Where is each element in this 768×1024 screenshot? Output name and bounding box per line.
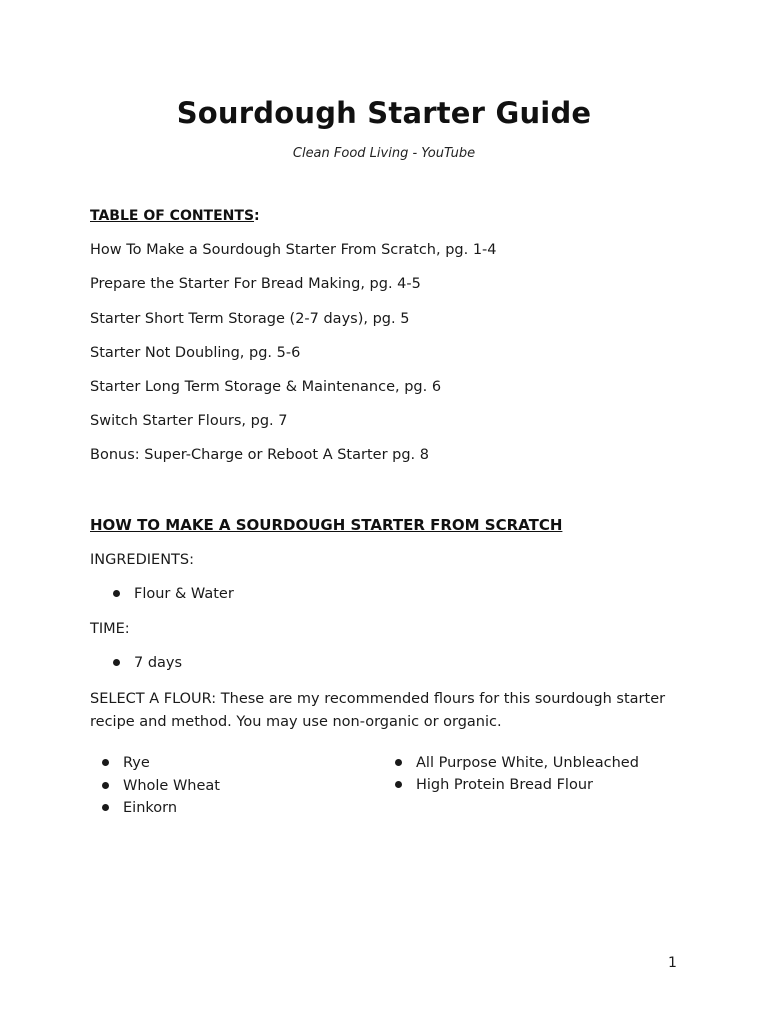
time-label: TIME: bbox=[90, 621, 130, 637]
toc-item: Starter Not Doubling, pg. 5-6 bbox=[90, 345, 301, 361]
bullet-icon bbox=[102, 759, 109, 766]
ingredient-bullet-item bbox=[113, 586, 234, 602]
bullet-icon bbox=[395, 781, 402, 788]
flour-name: Einkorn bbox=[123, 800, 178, 816]
toc-item: Starter Long Term Storage & Maintenance, pg. 6 bbox=[90, 379, 442, 395]
page-number: 1 bbox=[668, 955, 677, 971]
document-title: Sourdough Starter Guide bbox=[176, 96, 592, 130]
flour-name: All Purpose White, Unbleached bbox=[416, 755, 639, 771]
flour-list-item bbox=[395, 755, 639, 771]
toc-item: How To Make a Sourdough Starter From Scratch, pg. 1-4 bbox=[90, 242, 497, 258]
document-subtitle: Clean Food Living - YouTube bbox=[292, 146, 476, 161]
bullet-icon bbox=[395, 759, 402, 766]
flour-name: Whole Wheat bbox=[123, 778, 220, 794]
flour-name: Rye bbox=[123, 755, 150, 771]
select-flour-paragraph: SELECT A FLOUR: These are my recommended flours for this sourdough starter recipe and method. You may use non-organic or organic. bbox=[90, 691, 666, 730]
toc-item: Switch Starter Flours, pg. 7 bbox=[90, 413, 288, 429]
bullet-icon bbox=[113, 590, 120, 597]
flour-list-item bbox=[102, 800, 177, 816]
bullet-icon bbox=[113, 659, 120, 666]
flour-list-item bbox=[102, 778, 220, 794]
flour-name: High Protein Bread Flour bbox=[416, 777, 593, 793]
flour-list-item bbox=[395, 777, 593, 793]
toc-heading-colon: : bbox=[254, 208, 260, 224]
section-heading: HOW TO MAKE A SOURDOUGH STARTER FROM SCRATCH bbox=[90, 516, 563, 534]
time-bullet-item bbox=[113, 655, 182, 671]
toc-item: Prepare the Starter For Bread Making, pg. 4-5 bbox=[90, 276, 421, 292]
flour-list-item bbox=[102, 755, 150, 771]
bullet-icon bbox=[102, 804, 109, 811]
toc-item: Starter Short Term Storage (2-7 days), pg. 5 bbox=[90, 311, 410, 327]
bullet-icon bbox=[102, 782, 109, 789]
toc-heading-text: TABLE OF CONTENTS bbox=[90, 208, 255, 224]
toc-item: Bonus: Super-Charge or Reboot A Starter pg. 8 bbox=[90, 447, 429, 463]
ingredient-text: Flour & Water bbox=[134, 586, 234, 602]
toc-heading bbox=[90, 208, 260, 224]
time-text: 7 days bbox=[134, 655, 183, 671]
ingredients-label: INGREDIENTS: bbox=[90, 552, 194, 568]
